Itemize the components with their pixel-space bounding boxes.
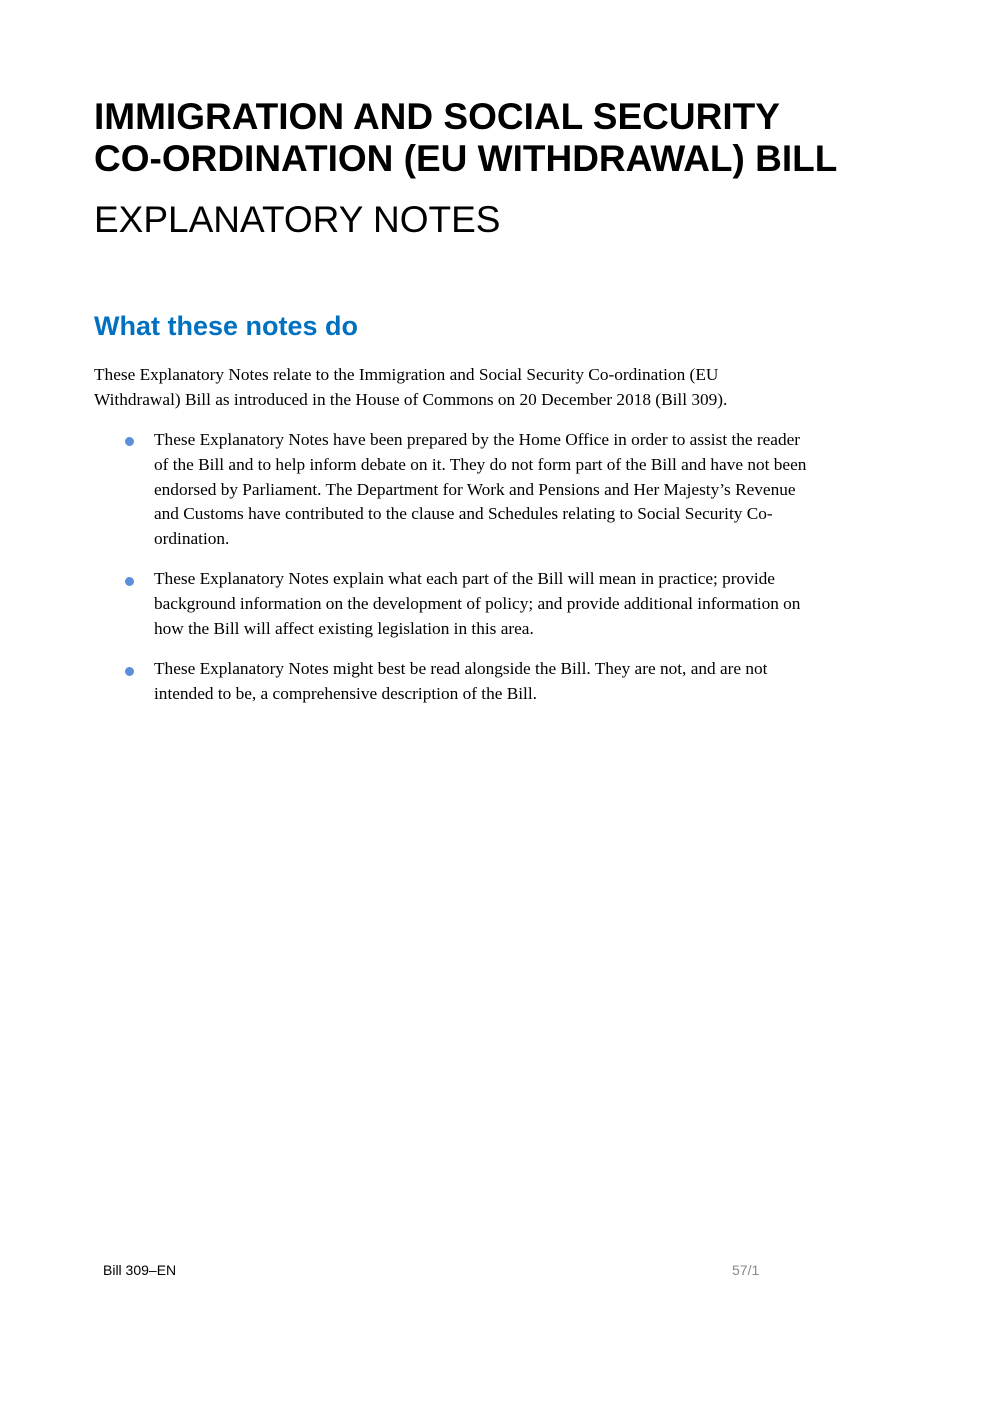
bullet-icon: [125, 577, 134, 586]
bullet-icon: [125, 437, 134, 446]
text-line: and Customs have contributed to the clause and Schedules relating to Social Security Co-: [154, 504, 773, 524]
text-line: ordination.: [154, 529, 230, 549]
bullet-icon: [125, 667, 134, 676]
footer-page-number: 57/1: [732, 1262, 760, 1278]
text-line: background information on the development of policy; and provide additional information on: [154, 593, 801, 613]
text-line: Withdrawal) Bill as introduced in the House of Commons on 20 December 2018 (Bill 309).: [94, 389, 728, 409]
text-line: how the Bill will affect existing legislation in this area.: [154, 618, 534, 638]
bullet-item: [154, 657, 767, 707]
text-line: These Explanatory Notes have been prepared by the Home Office in order to assist the reader: [154, 430, 801, 449]
section-heading: What these notes do: [94, 311, 359, 341]
bullet-item: [154, 428, 806, 552]
title-line: CO-ORDINATION (EU WITHDRAWAL) BILL: [94, 138, 838, 179]
text-line: endorsed by Parliament. The Department for Work and Pensions and Her Majesty’s Revenue: [154, 479, 796, 499]
bullet-item: [154, 567, 800, 641]
text-line: intended to be, a comprehensive description of the Bill.: [154, 683, 537, 703]
intro-paragraph: [94, 363, 727, 413]
text-line: These Explanatory Notes explain what each part of the Bill will mean in practice; provide: [154, 569, 775, 588]
document-title: [94, 96, 837, 180]
document-subtitle: EXPLANATORY NOTES: [94, 199, 501, 240]
text-line: These Explanatory Notes might best be read alongside the Bill. They are not, and are not: [154, 659, 768, 678]
title-line: IMMIGRATION AND SOCIAL SECURITY: [94, 96, 780, 137]
text-line: These Explanatory Notes relate to the Immigration and Social Security Co-ordination (EU: [94, 365, 719, 384]
text-line: of the Bill and to help inform debate on it. They do not form part of the Bill and have not been: [154, 454, 807, 474]
footer-bill-number: Bill 309–EN: [103, 1262, 177, 1278]
